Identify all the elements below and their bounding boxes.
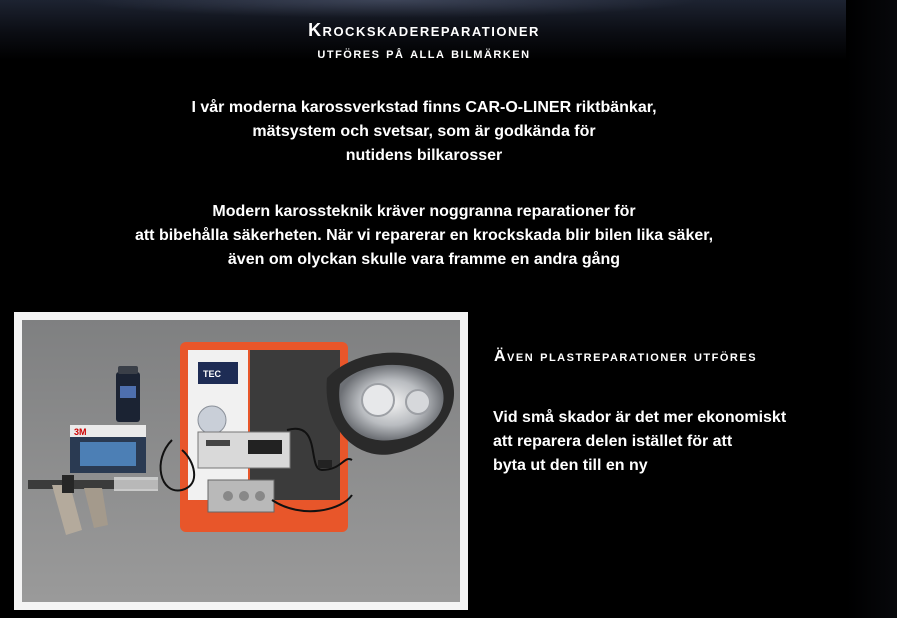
repair-case xyxy=(180,342,348,532)
repair-kit-illustration xyxy=(22,320,460,602)
plastic-repair-paragraph xyxy=(493,406,853,478)
intro-line: Modern karossteknik kräver noggranna reparationer för xyxy=(212,203,636,220)
page-title: Krockskadereparationer xyxy=(308,20,540,40)
spray-can xyxy=(116,366,140,422)
intro-line: att bibehålla säkerheten. När vi reparerar en krockskada blir bilen lika säker, xyxy=(134,227,714,244)
intro-line: nutidens bilkarosser xyxy=(345,147,503,164)
repair-kit-photo-frame xyxy=(14,312,468,610)
plastic-repair-line: byta ut den till en ny xyxy=(493,457,648,474)
repair-kit-photo xyxy=(22,320,460,602)
intro-paragraph-1 xyxy=(0,96,848,168)
intro-line: mätsystem och svetsar, som är godkända för xyxy=(252,123,596,140)
case-label: TEC xyxy=(203,369,221,379)
adhesive-box xyxy=(70,425,146,473)
intro-line: även om olyckan skulle vara framme en andra gång xyxy=(227,251,621,268)
plastic-repair-line: att reparera delen istället för att xyxy=(493,433,733,450)
kit-brand-label: 3M xyxy=(74,427,87,437)
intro-paragraph-2 xyxy=(0,200,848,272)
page-subtitle: utföres på alla bilmärken xyxy=(317,45,531,62)
plastic-repair-heading: Även plastreparationer utföres xyxy=(494,348,758,365)
plastic-repair-line: Vid små skador är det mer ekonomiskt xyxy=(493,409,787,426)
intro-line: I vår moderna karossverkstad finns CAR-O-LINER riktbänkar, xyxy=(191,99,657,116)
right-edge-strip xyxy=(846,0,897,618)
